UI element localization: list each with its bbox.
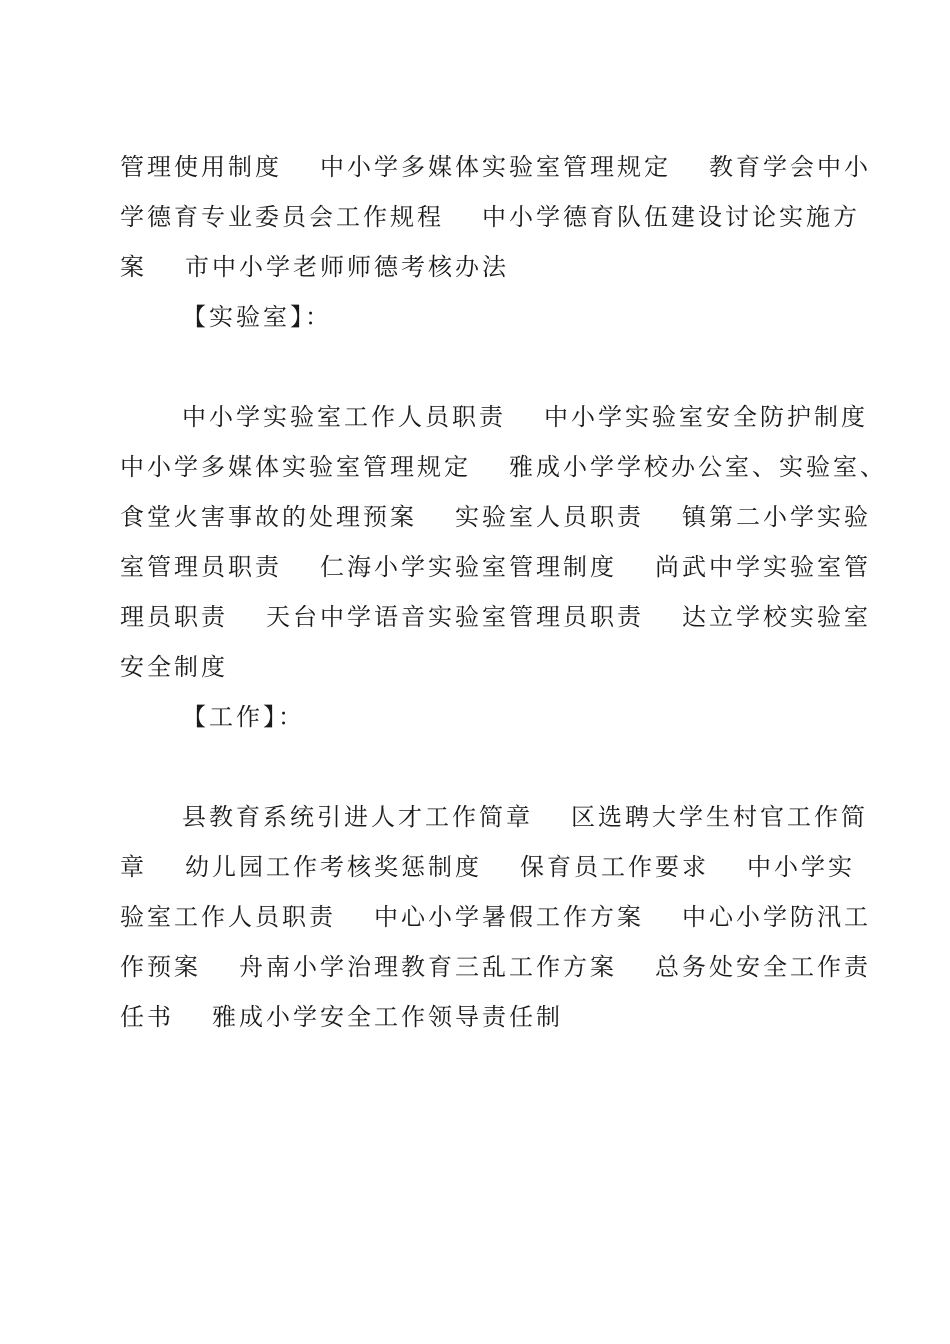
doc-title: 幼儿园工作考核奖惩制度	[185, 853, 482, 881]
doc-title: 区选聘大学生村官工作简	[571, 803, 868, 831]
doc-title: 实验室人员职责	[455, 503, 644, 531]
doc-title: 案	[120, 253, 147, 281]
doc-title: 中小学实验室安全防护制度	[544, 403, 868, 431]
doc-title: 中小学多媒体实验室管理规定	[120, 453, 471, 481]
doc-title: 中心小学暑假工作方案	[374, 903, 644, 931]
doc-title: 保育员工作要求	[520, 853, 709, 881]
lab-line-3	[120, 502, 871, 532]
doc-title: 中小学多媒体实验室管理规定	[320, 153, 671, 181]
doc-title: 天台中学语音实验室管理员职责	[266, 603, 644, 631]
doc-title: 镇第二小学实验	[682, 503, 871, 531]
doc-title: 任书	[120, 1003, 174, 1031]
doc-title: 仁海小学实验室管理制度	[320, 553, 617, 581]
work-line-1	[182, 802, 868, 832]
doc-title: 尚武中学实验室管	[655, 553, 871, 581]
doc-title: 雅成小学安全工作领导责任制	[212, 1003, 563, 1031]
doc-title: 中小学实验室工作人员职责	[182, 403, 506, 431]
doc-title: 市中小学老师师德考核办法	[185, 253, 509, 281]
lab-line-6	[120, 652, 835, 682]
doc-title: 学德育专业委员会工作规程	[120, 203, 444, 231]
doc-title: 县教育系统引进人才工作简章	[182, 803, 533, 831]
doc-title: 作预案	[120, 953, 201, 981]
lab-line-5	[120, 602, 871, 632]
lab-line-1	[182, 402, 868, 432]
doc-title: 达立学校实验室	[682, 603, 871, 631]
doc-title: 理员职责	[120, 603, 228, 631]
doc-title: 安全制度	[120, 653, 228, 681]
doc-title: 舟南小学治理教育三乱工作方案	[239, 953, 617, 981]
lab-line-2	[120, 452, 887, 482]
section-heading-work: 【工作】：	[182, 703, 305, 731]
doc-title: 管理使用制度	[120, 153, 282, 181]
section-heading-lab: 【实验室】：	[182, 303, 332, 331]
work-line-5	[120, 1002, 835, 1032]
lab-line-4	[120, 552, 871, 582]
intro-line-3	[120, 252, 835, 282]
doc-title: 食堂火害事故的处理预案	[120, 503, 417, 531]
doc-title: 章	[120, 853, 147, 881]
intro-line-2	[120, 202, 860, 232]
doc-title: 中小学德育队伍建设讨论实施方	[482, 203, 860, 231]
work-line-2	[120, 852, 855, 882]
work-line-4	[120, 952, 871, 982]
doc-title: 总务处安全工作责	[655, 953, 871, 981]
doc-title: 教育学会中小	[709, 153, 871, 181]
doc-title: 室管理员职责	[120, 553, 282, 581]
doc-title: 验室工作人员职责	[120, 903, 336, 931]
doc-title: 中心小学防汛工	[682, 903, 871, 931]
doc-title: 中小学实	[747, 853, 855, 881]
intro-line-1	[120, 152, 871, 182]
work-line-3	[120, 902, 871, 932]
doc-title: 雅成小学学校办公室、实验室、	[509, 453, 887, 481]
